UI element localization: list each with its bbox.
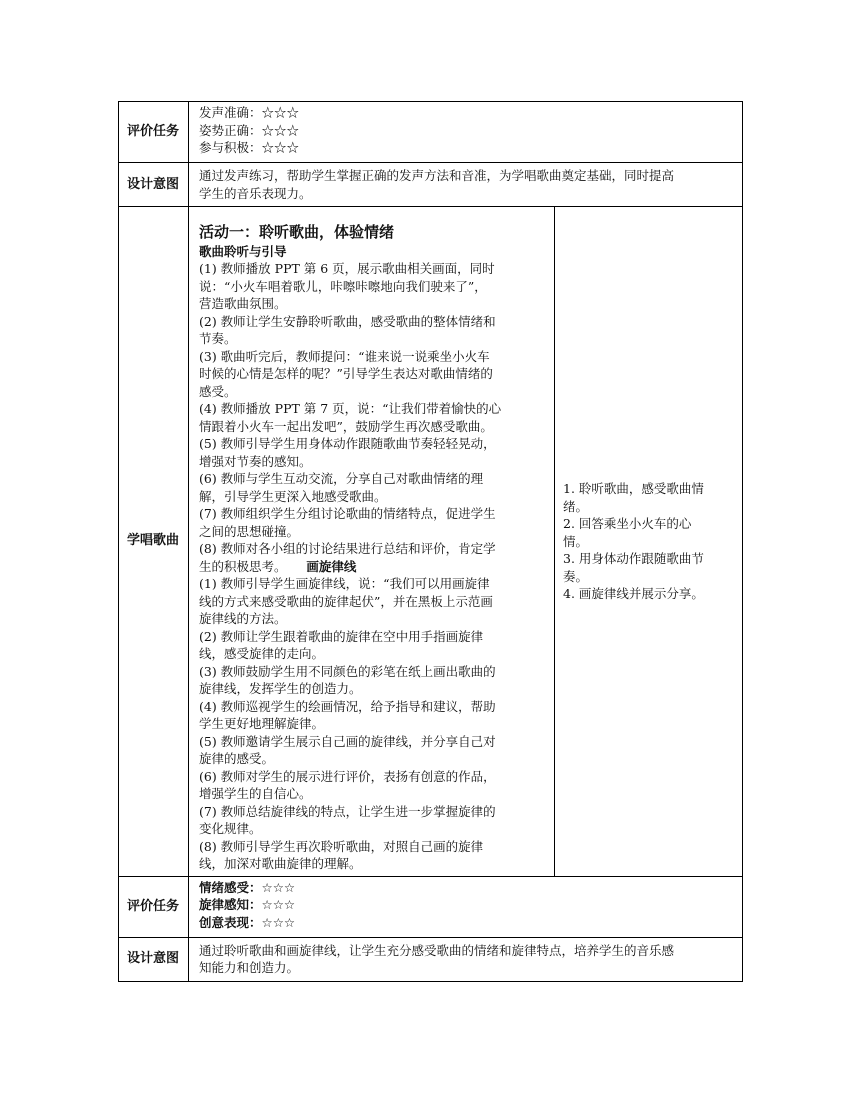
student-activity-cell [555, 207, 743, 877]
text-line: 说：“小火车唱着歌儿，咔嚓咔嚓地向我们驶来了”， [199, 278, 487, 294]
text-line: 1. 聆听歌曲，感受歌曲情 [563, 481, 704, 496]
text-line: 增强学生的自信心。 [199, 786, 312, 801]
text-line: (4) 教师播放 PPT 第 7 页，说：“让我们带着愉快的心 [199, 401, 502, 416]
evaluation-label: 创意表现： [199, 914, 262, 930]
section-1-steps [199, 260, 546, 558]
learn-song-row [119, 207, 743, 877]
text-line: (3) 教师鼓励学生用不同颜色的彩笔在纸上画出歌曲的 [199, 663, 496, 679]
text-line: 增强对节奏的感知。 [199, 453, 312, 469]
text-line: 学生更好地理解旋律。 [199, 716, 325, 731]
text-line: 旋律线，发挥学生的创造力。 [199, 681, 362, 696]
star-rating: ☆☆☆ [261, 897, 296, 912]
design-intent-text [189, 937, 743, 981]
section-2-steps [199, 575, 546, 873]
text-line: 营造歌曲氛围。 [199, 296, 287, 311]
text-line: 线，感受旋律的走向。 [199, 646, 325, 661]
text-line: 感受。 [199, 383, 237, 399]
evaluation-label: 旋律感知： [199, 897, 262, 912]
text-line: 线，加深对歌曲旋律的理解。 [199, 856, 362, 871]
evaluation-label: 情绪感受： [199, 879, 262, 895]
star-rating: ☆☆☆ [261, 914, 296, 930]
text-line: (8) 教师引导学生再次聆听歌曲，对照自己画的旋律 [199, 838, 484, 854]
text-line: 旋律线的方法。 [199, 611, 287, 626]
section-title: 画旋律线 [306, 558, 357, 574]
text-line: 奏。 [563, 568, 589, 584]
text-line: (8) 教师对各小组的讨论结果进行总结和评价，肯定学 [199, 541, 496, 556]
row-header: 设计意图 [119, 163, 189, 207]
design-intent-row-1 [119, 163, 743, 207]
text-line: 之间的思想碰撞。 [199, 523, 300, 539]
text-line: 变化规律。 [199, 821, 262, 836]
text-line: 学生的音乐表现力。 [199, 185, 312, 201]
section-title: 歌曲聆听与引导 [199, 244, 287, 259]
text-line: (5) 教师邀请学生展示自己画的旋律线，并分享自己对 [199, 733, 496, 749]
evaluation-item: 发声准确：☆☆☆ [199, 105, 300, 120]
row-header: 学唱歌曲 [119, 207, 189, 877]
text-line: (3) 歌曲听完后，教师提问：“谁来说一说乘坐小火车 [199, 348, 490, 364]
text-line: 情跟着小火车一起出发吧”，鼓励学生再次感受歌曲。 [199, 418, 493, 434]
evaluation-item [199, 914, 734, 932]
text-line: (6) 教师对学生的展示进行评价，表扬有创意的作品， [199, 768, 496, 784]
row-header: 设计意图 [119, 937, 189, 981]
teacher-activity-cell [189, 207, 555, 877]
text-line: (5) 教师引导学生用身体动作跟随歌曲节奏轻轻晃动， [199, 436, 496, 451]
text-line: 解，引导学生更深入地感受歌曲。 [199, 488, 387, 504]
evaluation-item: 姿势正确：☆☆☆ [199, 122, 300, 138]
text-line: (7) 教师总结旋律线的特点，让学生进一步掌握旋律的 [199, 803, 496, 819]
text-segment: 生的积极思考。 [199, 558, 287, 574]
row-header: 评价任务 [119, 876, 189, 937]
text-line: 情。 [563, 533, 589, 549]
text-line: 旋律的感受。 [199, 751, 275, 766]
evaluation-item [199, 879, 734, 897]
student-activity-list [563, 480, 734, 603]
text-line: (6) 教师与学生互动交流，分享自己对歌曲情绪的理 [199, 471, 484, 486]
text-line: (4) 教师巡视学生的绘画情况，给予指导和建议，帮助 [199, 698, 496, 714]
text-line: 时候的心情是怎样的呢？”引导学生表达对歌曲情绪的 [199, 366, 493, 381]
evaluation-row-2 [119, 876, 743, 937]
star-rating: ☆☆☆ [261, 879, 296, 895]
evaluation-item: 参与积极：☆☆☆ [199, 140, 300, 155]
text-line: (1) 教师引导学生画旋律线，说：“我们可以用画旋律 [199, 576, 490, 591]
text-line [199, 558, 546, 576]
text-line: (2) 教师让学生跟着歌曲的旋律在空中用手指画旋律 [199, 628, 484, 644]
text-line: (7) 教师组织学生分组讨论歌曲的情绪特点，促进学生 [199, 506, 496, 521]
lesson-plan-table [118, 101, 743, 982]
text-line: 通过聆听歌曲和画旋律线，让学生充分感受歌曲的情绪和旋律特点，培养学生的音乐感 [199, 942, 675, 958]
text-line: 绪。 [563, 498, 589, 514]
text-line: 4. 画旋律线并展示分享。 [563, 586, 704, 601]
evaluation-row-1 [119, 102, 743, 163]
text-line: 2. 回答乘坐小火车的心 [563, 516, 692, 531]
evaluation-items [189, 102, 743, 163]
text-line: 通过发声练习，帮助学生掌握正确的发声方法和音准，为学唱歌曲奠定基础，同时提高 [199, 168, 675, 183]
text-line: (2) 教师让学生安静聆听歌曲，感受歌曲的整体情绪和 [199, 313, 496, 329]
text-line: 知能力和创造力。 [199, 960, 300, 975]
evaluation-items [189, 876, 743, 937]
design-intent-text [189, 163, 743, 207]
design-intent-row-2 [119, 937, 743, 981]
activity-title: 活动一：聆听歌曲，体验情绪 [199, 223, 395, 241]
text-line: 3. 用身体动作跟随歌曲节 [563, 551, 704, 566]
text-line: (1) 教师播放 PPT 第 6 页，展示歌曲相关画面，同时 [199, 261, 495, 276]
text-line: 节奏。 [199, 331, 237, 346]
evaluation-item [199, 896, 734, 914]
row-header: 评价任务 [119, 102, 189, 163]
text-line: 线的方式来感受歌曲的旋律起伏”，并在黑板上示范画 [199, 593, 493, 609]
